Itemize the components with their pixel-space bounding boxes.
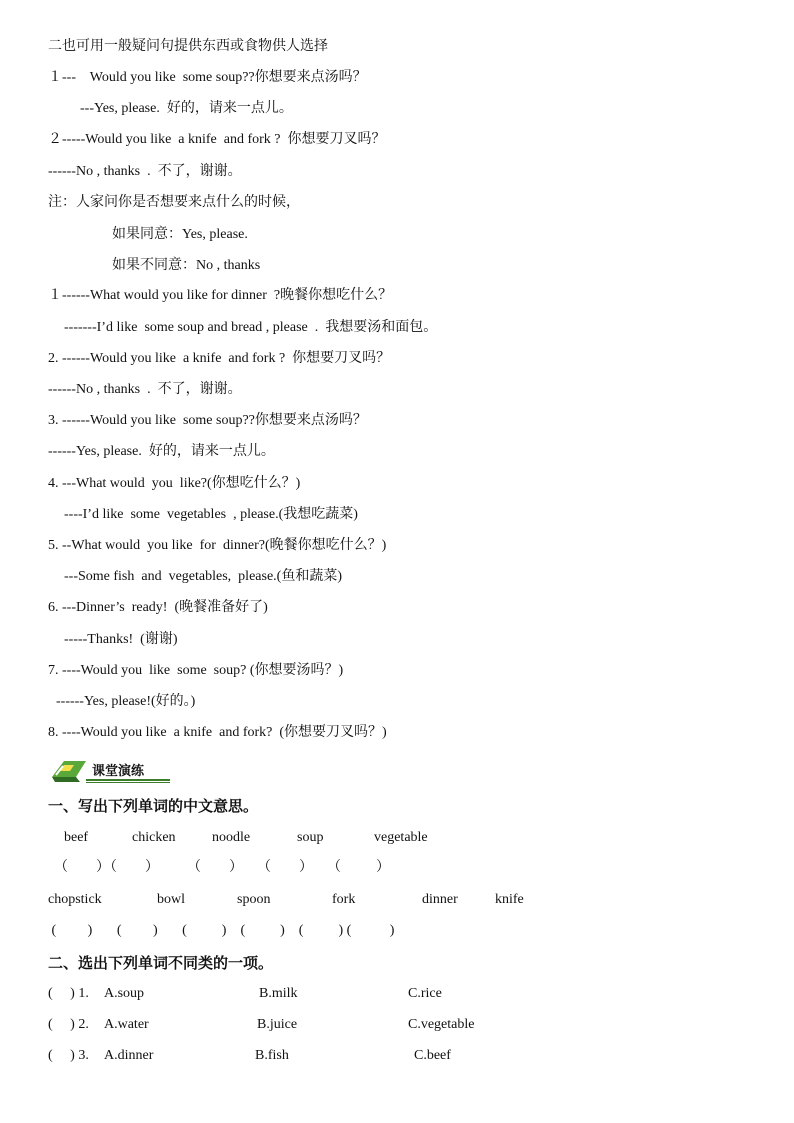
mcq-answer-blank[interactable]: ( ) 3. xyxy=(48,1048,89,1063)
section-badge xyxy=(50,755,172,783)
badge-underline xyxy=(86,779,170,781)
vocab-word: soup xyxy=(297,830,324,845)
mcq-answer-blank[interactable]: ( ) 2. xyxy=(48,1017,89,1032)
text-line: １------What would you like for dinner ?晚餐你想吃什么？ xyxy=(48,288,393,303)
text-line: 二也可用一般疑问句提供东西或食物供人选择 xyxy=(48,39,328,54)
section-title-2: 二、选出下列单词不同类的一项。 xyxy=(48,954,274,972)
vocab-word: chicken xyxy=(132,830,176,845)
text-line: 注：人家问你是否想要来点什么的时候， xyxy=(48,195,300,210)
vocab-word: beef xyxy=(64,830,89,845)
pencil-book-icon xyxy=(50,755,90,785)
mcq-option-b: B.juice xyxy=(257,1017,298,1032)
text-line: ------No , thanks . 不了，谢谢。 xyxy=(48,164,242,179)
blank-row-1: （ ）（ ） （ ） （ ） （ ） xyxy=(54,860,390,875)
text-line: 6. ---Dinner’s ready! (晚餐准备好了) xyxy=(48,600,268,615)
blank-row-2: ( ) ( ) ( ) ( ) ( ) ( ) xyxy=(48,923,395,938)
vocab-word: vegetable xyxy=(374,830,428,845)
text-line: ------No , thanks . 不了，谢谢。 xyxy=(48,382,242,397)
text-line: 7. ----Would you like some soup? (你想要汤吗？) xyxy=(48,663,344,678)
text-line: 2. ------Would you like a knife and fork ? 你想要刀叉吗？ xyxy=(48,351,391,366)
text-line: ------Yes, please. 好的，请来一点儿。 xyxy=(48,444,275,459)
text-line: 5. --What would you like for dinner?(晚餐你想吃什么？) xyxy=(48,538,387,553)
text-line: ２-----Would you like a knife and fork ? 你想要刀叉吗？ xyxy=(48,132,386,147)
text-line: -----Thanks! (谢谢) xyxy=(64,632,178,647)
badge-underline-thin xyxy=(86,782,170,783)
mcq-option-c: C.vegetable xyxy=(408,1017,475,1032)
text-line: ------Yes, please!(好的。) xyxy=(56,694,196,709)
mcq-option-a: A.water xyxy=(104,1017,149,1032)
vocab-word: noodle xyxy=(212,830,251,845)
section-title-1: 一、写出下列单词的中文意思。 xyxy=(48,797,259,815)
vocab-word: dinner xyxy=(422,892,458,907)
text-line: 如果不同意：No , thanks xyxy=(112,258,261,273)
mcq-option-b: B.milk xyxy=(259,986,298,1001)
text-line: ----I’d like some vegetables , please.(我想吃蔬菜) xyxy=(64,507,358,522)
mcq-option-a: A.soup xyxy=(104,986,145,1001)
badge-label: 课堂演练 xyxy=(92,764,145,779)
text-line: ---Yes, please. 好的，请来一点儿。 xyxy=(80,101,293,116)
vocab-word: knife xyxy=(495,892,524,907)
text-line: 4. ---What would you like?(你想吃什么？) xyxy=(48,476,301,491)
vocab-word: bowl xyxy=(157,892,185,907)
mcq-option-a: A.dinner xyxy=(104,1048,154,1063)
mcq-option-c: C.beef xyxy=(414,1048,451,1063)
mcq-answer-blank[interactable]: ( ) 1. xyxy=(48,986,89,1001)
vocab-word: fork xyxy=(332,892,356,907)
text-line: 如果同意：Yes, please. xyxy=(112,227,248,242)
vocab-word: chopstick xyxy=(48,892,102,907)
mcq-option-b: B.fish xyxy=(255,1048,289,1063)
text-line: 8. ----Would you like a knife and fork? (你想要刀叉吗？) xyxy=(48,725,387,740)
vocab-word: spoon xyxy=(237,892,271,907)
text-line: -------I’d like some soup and bread , please . 我想要汤和面包。 xyxy=(64,320,438,335)
text-line: 3. ------Would you like some soup??你想要来点汤吗？ xyxy=(48,413,367,428)
text-line: ---Some fish and vegetables, please.(鱼和蔬菜) xyxy=(64,569,342,584)
mcq-option-c: C.rice xyxy=(408,986,442,1001)
text-line: １--- Would you like some soup??你想要来点汤吗？ xyxy=(48,70,367,85)
